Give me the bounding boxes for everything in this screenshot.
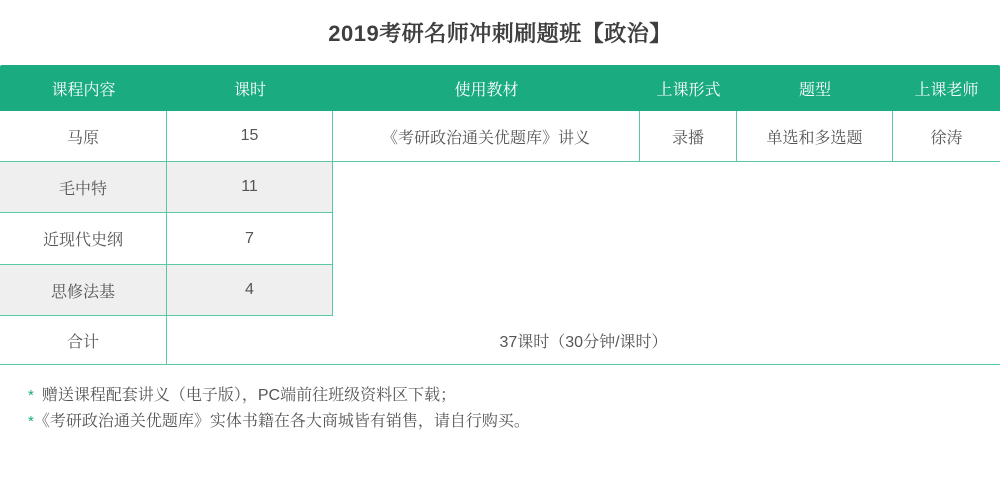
course-table bbox=[0, 65, 1000, 365]
column-header-format: 上课形式 bbox=[656, 81, 721, 99]
column-header-question-type: 题型 bbox=[798, 81, 831, 99]
column-header-hours: 课时 bbox=[233, 81, 266, 99]
cell-hours-mayuan: 15 bbox=[167, 111, 333, 162]
cell-textbook: 《考研政治通关优题库》讲义 bbox=[333, 111, 640, 162]
cell-question-type: 单选和多选题 bbox=[737, 111, 893, 162]
column-header-textbook: 使用教材 bbox=[454, 81, 519, 99]
footnotes bbox=[0, 365, 1000, 435]
asterisk-marker: * bbox=[28, 387, 34, 404]
cell-teacher: 徐涛 bbox=[893, 111, 1000, 162]
note-text-1: 赠送课程配套讲义（电子版），PC端前往班级资料区下载； bbox=[41, 387, 457, 404]
cell-hours-sixiufaji: 4 bbox=[167, 265, 333, 316]
cell-total-value: 37课时（30分钟/课时） bbox=[167, 316, 1000, 365]
cell-hours-maozhongte: 11 bbox=[167, 162, 333, 213]
asterisk-marker: * bbox=[28, 413, 34, 430]
column-header-teacher: 上课老师 bbox=[914, 81, 979, 99]
note-line-1 bbox=[28, 383, 1000, 409]
cell-total-label: 合计 bbox=[0, 316, 167, 365]
title-bar bbox=[0, 0, 1000, 65]
cell-class-format: 录播 bbox=[640, 111, 737, 162]
note-text-2: 《考研政治通关优题库》实体书籍在各大商城皆有销售，请自行购买。 bbox=[33, 413, 530, 430]
cell-hours-jinxiandaishigang: 7 bbox=[167, 213, 333, 265]
cell-subject-sixiufaji: 思修法基 bbox=[0, 265, 167, 316]
page-title: 2019考研名师冲刺刷题班【政治】 bbox=[328, 21, 672, 46]
cell-subject-mayuan: 马原 bbox=[0, 111, 167, 162]
table-header-row bbox=[0, 65, 1000, 111]
table-body bbox=[0, 111, 1000, 365]
cell-subject-jinxiandaishigang: 近现代史纲 bbox=[0, 213, 167, 265]
note-line-2 bbox=[28, 409, 1000, 435]
cell-subject-maozhongte: 毛中特 bbox=[0, 162, 167, 213]
column-header-course-content: 课程内容 bbox=[51, 81, 116, 99]
